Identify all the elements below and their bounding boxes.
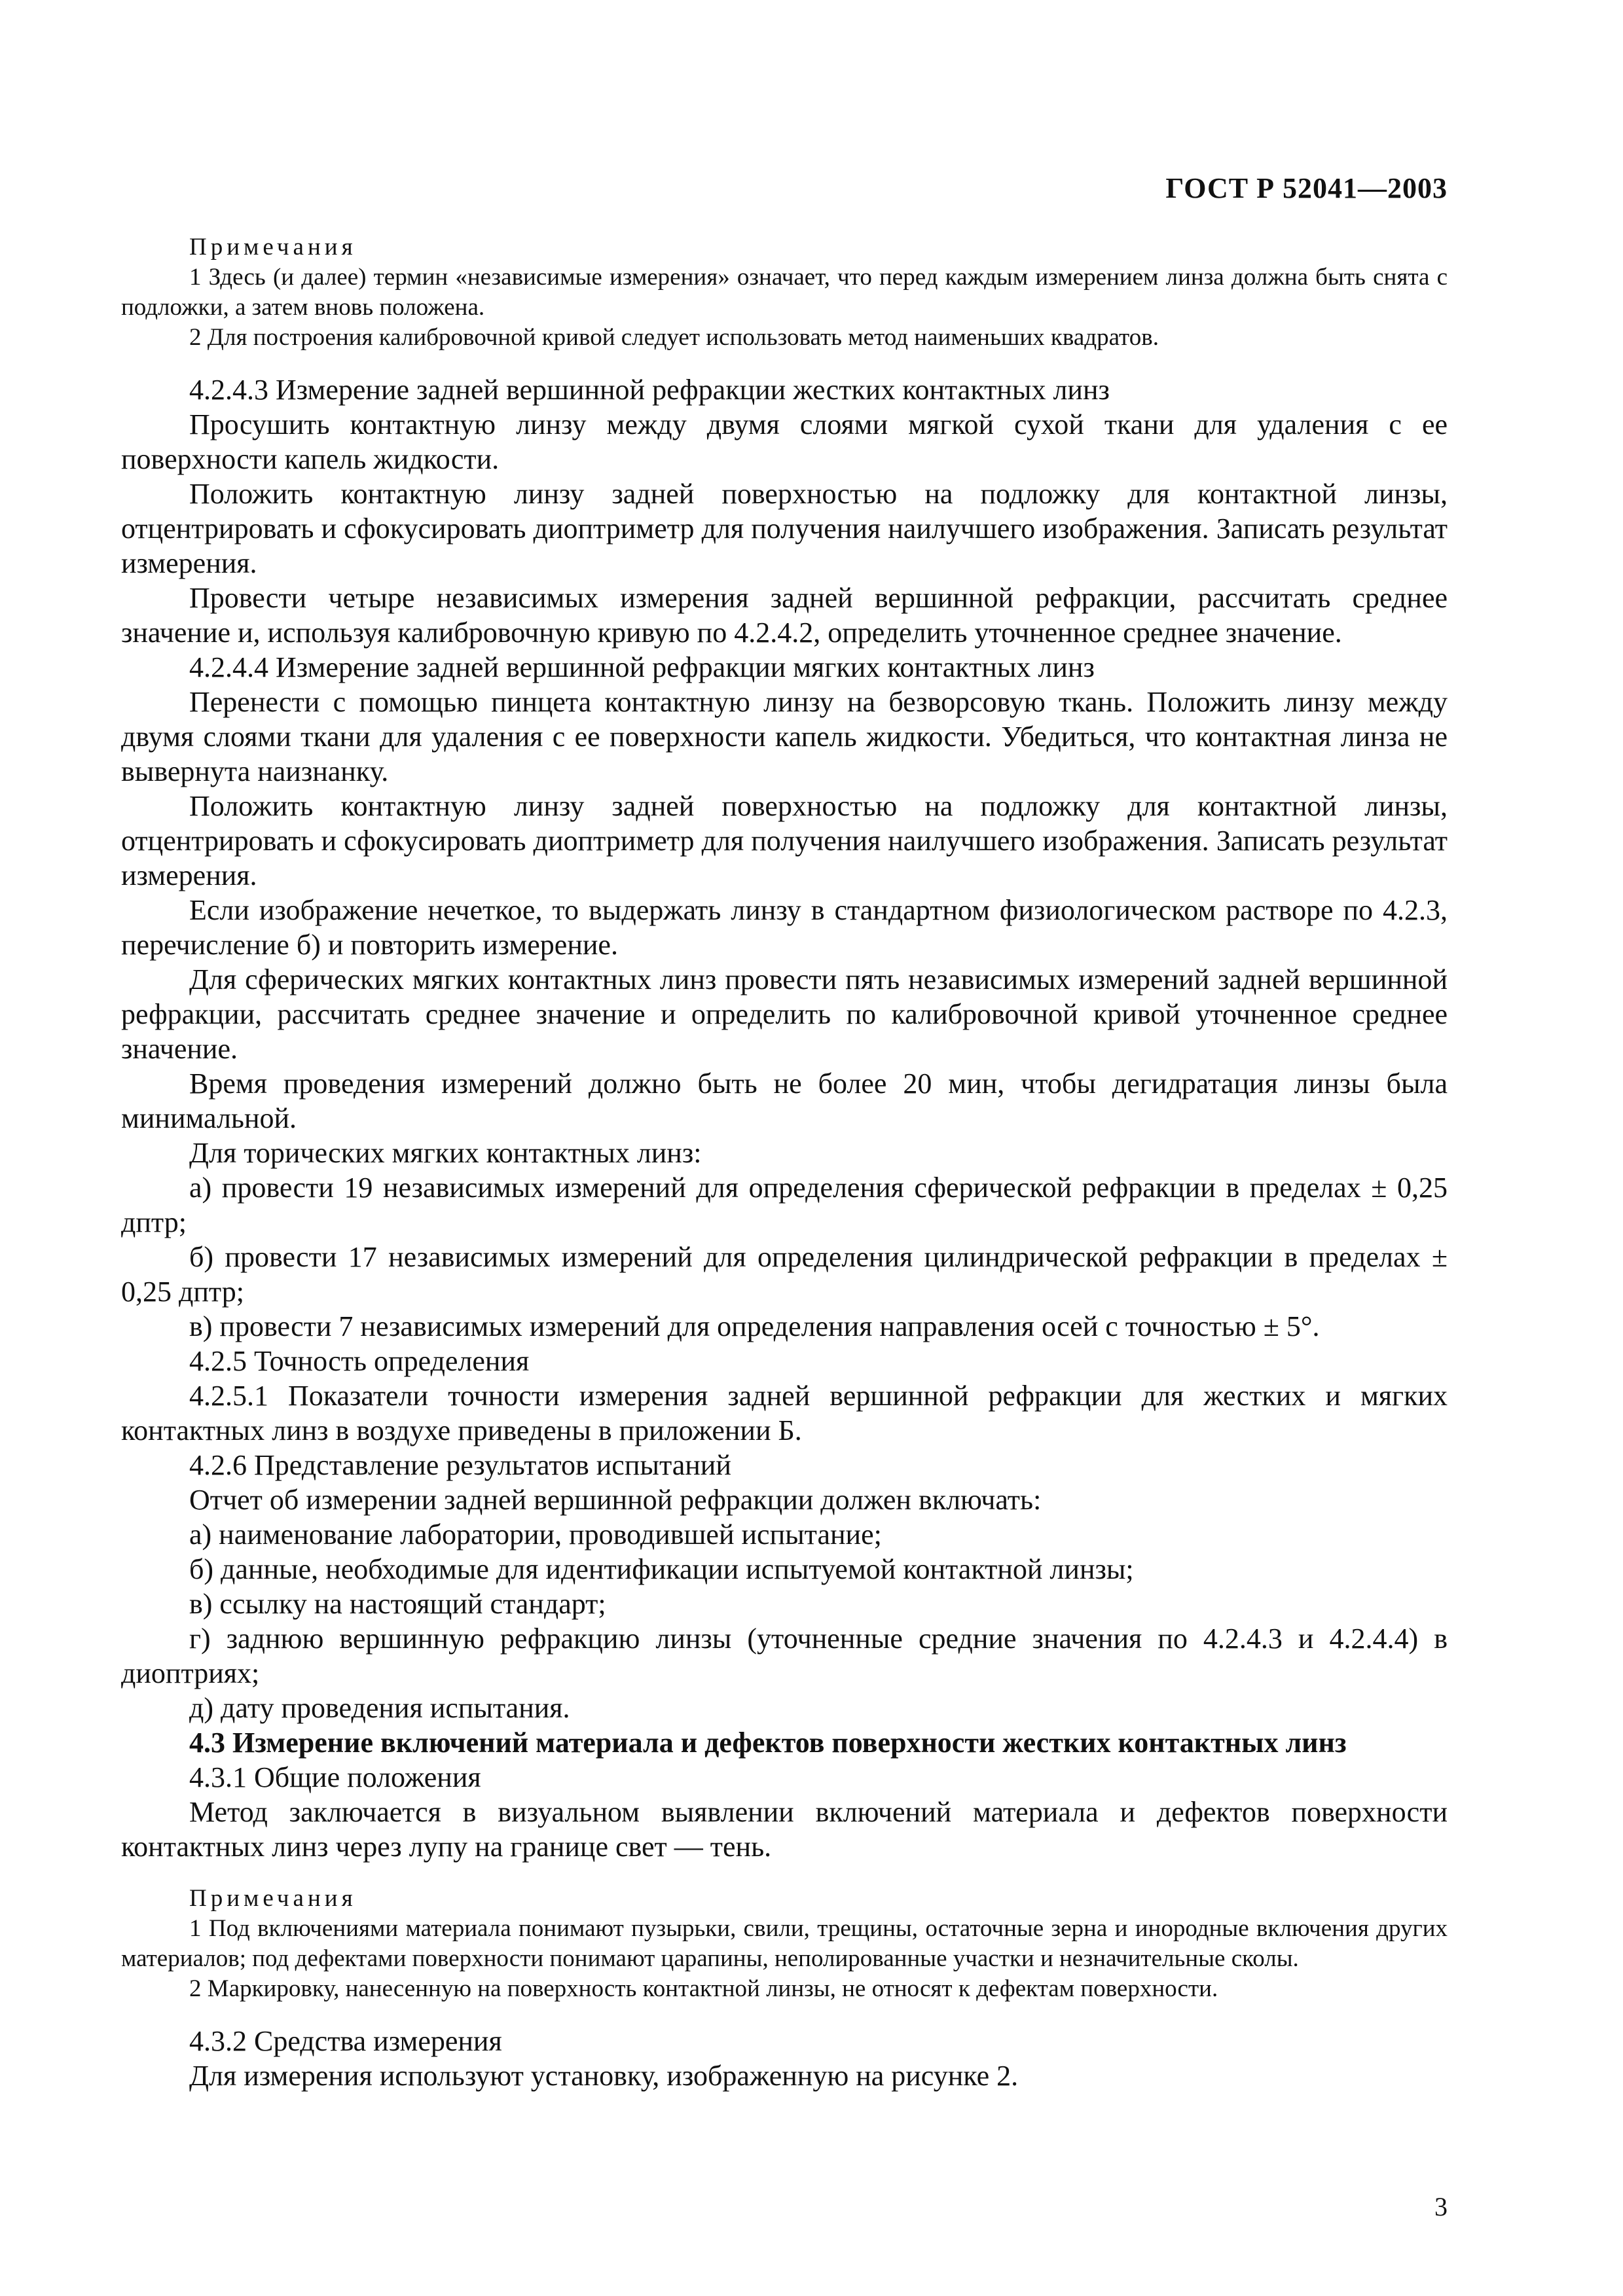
clause-heading-4-2-4-3: 4.2.4.3 Измерение задней вершинной рефракции жестких контактных линз bbox=[189, 374, 1110, 406]
paragraph: Провести четыре независимых измерения задней вершинной рефракции, рассчитать среднее значение и, используя калибровочную кривую по 4.2.4.2, определить уточненное среднее значение. bbox=[121, 582, 1448, 649]
notes-block-2 bbox=[121, 1884, 1448, 2004]
section-4-3 bbox=[121, 1725, 1448, 1864]
clause-heading-4-3-1: 4.3.1 Общие положения bbox=[189, 1761, 481, 1793]
notes-block-1 bbox=[121, 232, 1448, 353]
note-item: 2 Маркировку, нанесенную на поверхность контактной линзы, не относят к дефектам поверхности. bbox=[189, 1975, 1218, 2002]
list-item: д) дату проведения испытания. bbox=[189, 1692, 570, 1724]
page-content bbox=[121, 232, 1448, 2093]
paragraph: Положить контактную линзу задней поверхностью на подложку для контактной линзы, отцентрировать и сфокусировать диоптриметр для получения наилучшего изображения. Записать результат измерения. bbox=[121, 790, 1448, 891]
list-item: в) ссылку на настоящий стандарт; bbox=[189, 1588, 606, 1620]
paragraph: Отчет об измерении задней вершинной рефракции должен включать: bbox=[189, 1484, 1042, 1516]
list-item: а) провести 19 независимых измерений для определения сферической рефракции в пределах ± 0,25 дптр; bbox=[121, 1172, 1448, 1238]
paragraph: 4.2.5.1 Показатели точности измерения задней вершинной рефракции для жестких и мягких контактных линз в воздухе приведены в приложении Б. bbox=[121, 1380, 1448, 1446]
list-item: в) провести 7 независимых измерений для определения направления осей с точностью ± 5°. bbox=[189, 1310, 1320, 1342]
section-4-3-2 bbox=[121, 2024, 1448, 2093]
paragraph: Положить контактную линзу задней поверхностью на подложку для контактной линзы, отцентрировать и сфокусировать диоптриметр для получения наилучшего изображения. Записать результат измерения. bbox=[121, 478, 1448, 579]
list-item: б) провести 17 независимых измерений для определения цилиндрической рефракции в пределах ± 0,25 дптр; bbox=[121, 1241, 1448, 1308]
page-number: 3 bbox=[1434, 2192, 1448, 2221]
section-4-2-4-body bbox=[121, 372, 1448, 1725]
clause-heading-4-3-2: 4.3.2 Средства измерения bbox=[189, 2025, 502, 2057]
list-item: б) данные, необходимые для идентификации испытуемой контактной линзы; bbox=[189, 1553, 1134, 1585]
paragraph: Для торических мягких контактных линз: bbox=[189, 1137, 702, 1169]
paragraph: Время проведения измерений должно быть не более 20 мин, чтобы дегидратация линзы была минимальной. bbox=[121, 1067, 1448, 1134]
notes-title: Примечания bbox=[189, 1885, 357, 1912]
list-item: а) наименование лаборатории, проводившей испытание; bbox=[189, 1518, 882, 1551]
note-item: 2 Для построения калибровочной кривой следует использовать метод наименьших квадратов. bbox=[189, 324, 1159, 351]
notes-title: Примечания bbox=[189, 234, 357, 260]
document-page bbox=[121, 0, 1448, 2296]
list-item: г) заднюю вершинную рефракцию линзы (уточненные средние значения по 4.2.4.3 и 4.2.4.4) в диоптриях; bbox=[121, 1623, 1448, 1689]
section-heading-4-3: 4.3 Измерение включений материала и дефектов поверхности жестких контактных линз bbox=[189, 1727, 1347, 1759]
clause-heading-4-2-4-4: 4.2.4.4 Измерение задней вершинной рефракции мягких контактных линз bbox=[189, 651, 1095, 683]
paragraph: Метод заключается в визуальном выявлении включений материала и дефектов поверхности контактных линз через лупу на границе свет — тень. bbox=[121, 1796, 1448, 1863]
clause-heading-4-2-6: 4.2.6 Представление результатов испытаний bbox=[189, 1449, 731, 1481]
clause-heading-4-2-5: 4.2.5 Точность определения bbox=[189, 1345, 530, 1377]
paragraph: Для измерения используют установку, изображенную на рисунке 2. bbox=[189, 2060, 1019, 2092]
paragraph: Для сферических мягких контактных линз провести пять независимых измерений задней вершинной рефракции, рассчитать среднее значение и определить по калибровочной кривой уточненное среднее значение. bbox=[121, 963, 1448, 1065]
document-code-header: ГОСТ Р 52041—2003 bbox=[1165, 172, 1448, 204]
note-item: 1 Под включениями материала понимают пузырьки, свили, трещины, остаточные зерна и инородные включения других материалов; под дефектами поверхности понимают царапины, неполированные участки и незначительные сколы. bbox=[121, 1915, 1448, 1972]
note-item: 1 Здесь (и далее) термин «независимые измерения» означает, что перед каждым измерением линза должна быть снята с подложки, а затем вновь положена. bbox=[121, 264, 1448, 321]
paragraph: Если изображение нечеткое, то выдержать линзу в стандартном физиологическом растворе по 4.2.3, перечисление б) и повторить измерение. bbox=[121, 894, 1448, 961]
paragraph: Перенести с помощью пинцета контактную линзу на безворсовую ткань. Положить линзу между двумя слоями ткани для удаления с ее поверхности капель жидкости. Убедиться, что контактная линза не вывернута наизнанку. bbox=[121, 686, 1448, 787]
paragraph: Просушить контактную линзу между двумя слоями мягкой сухой ткани для удаления с ее поверхности капель жидкости. bbox=[121, 408, 1448, 475]
